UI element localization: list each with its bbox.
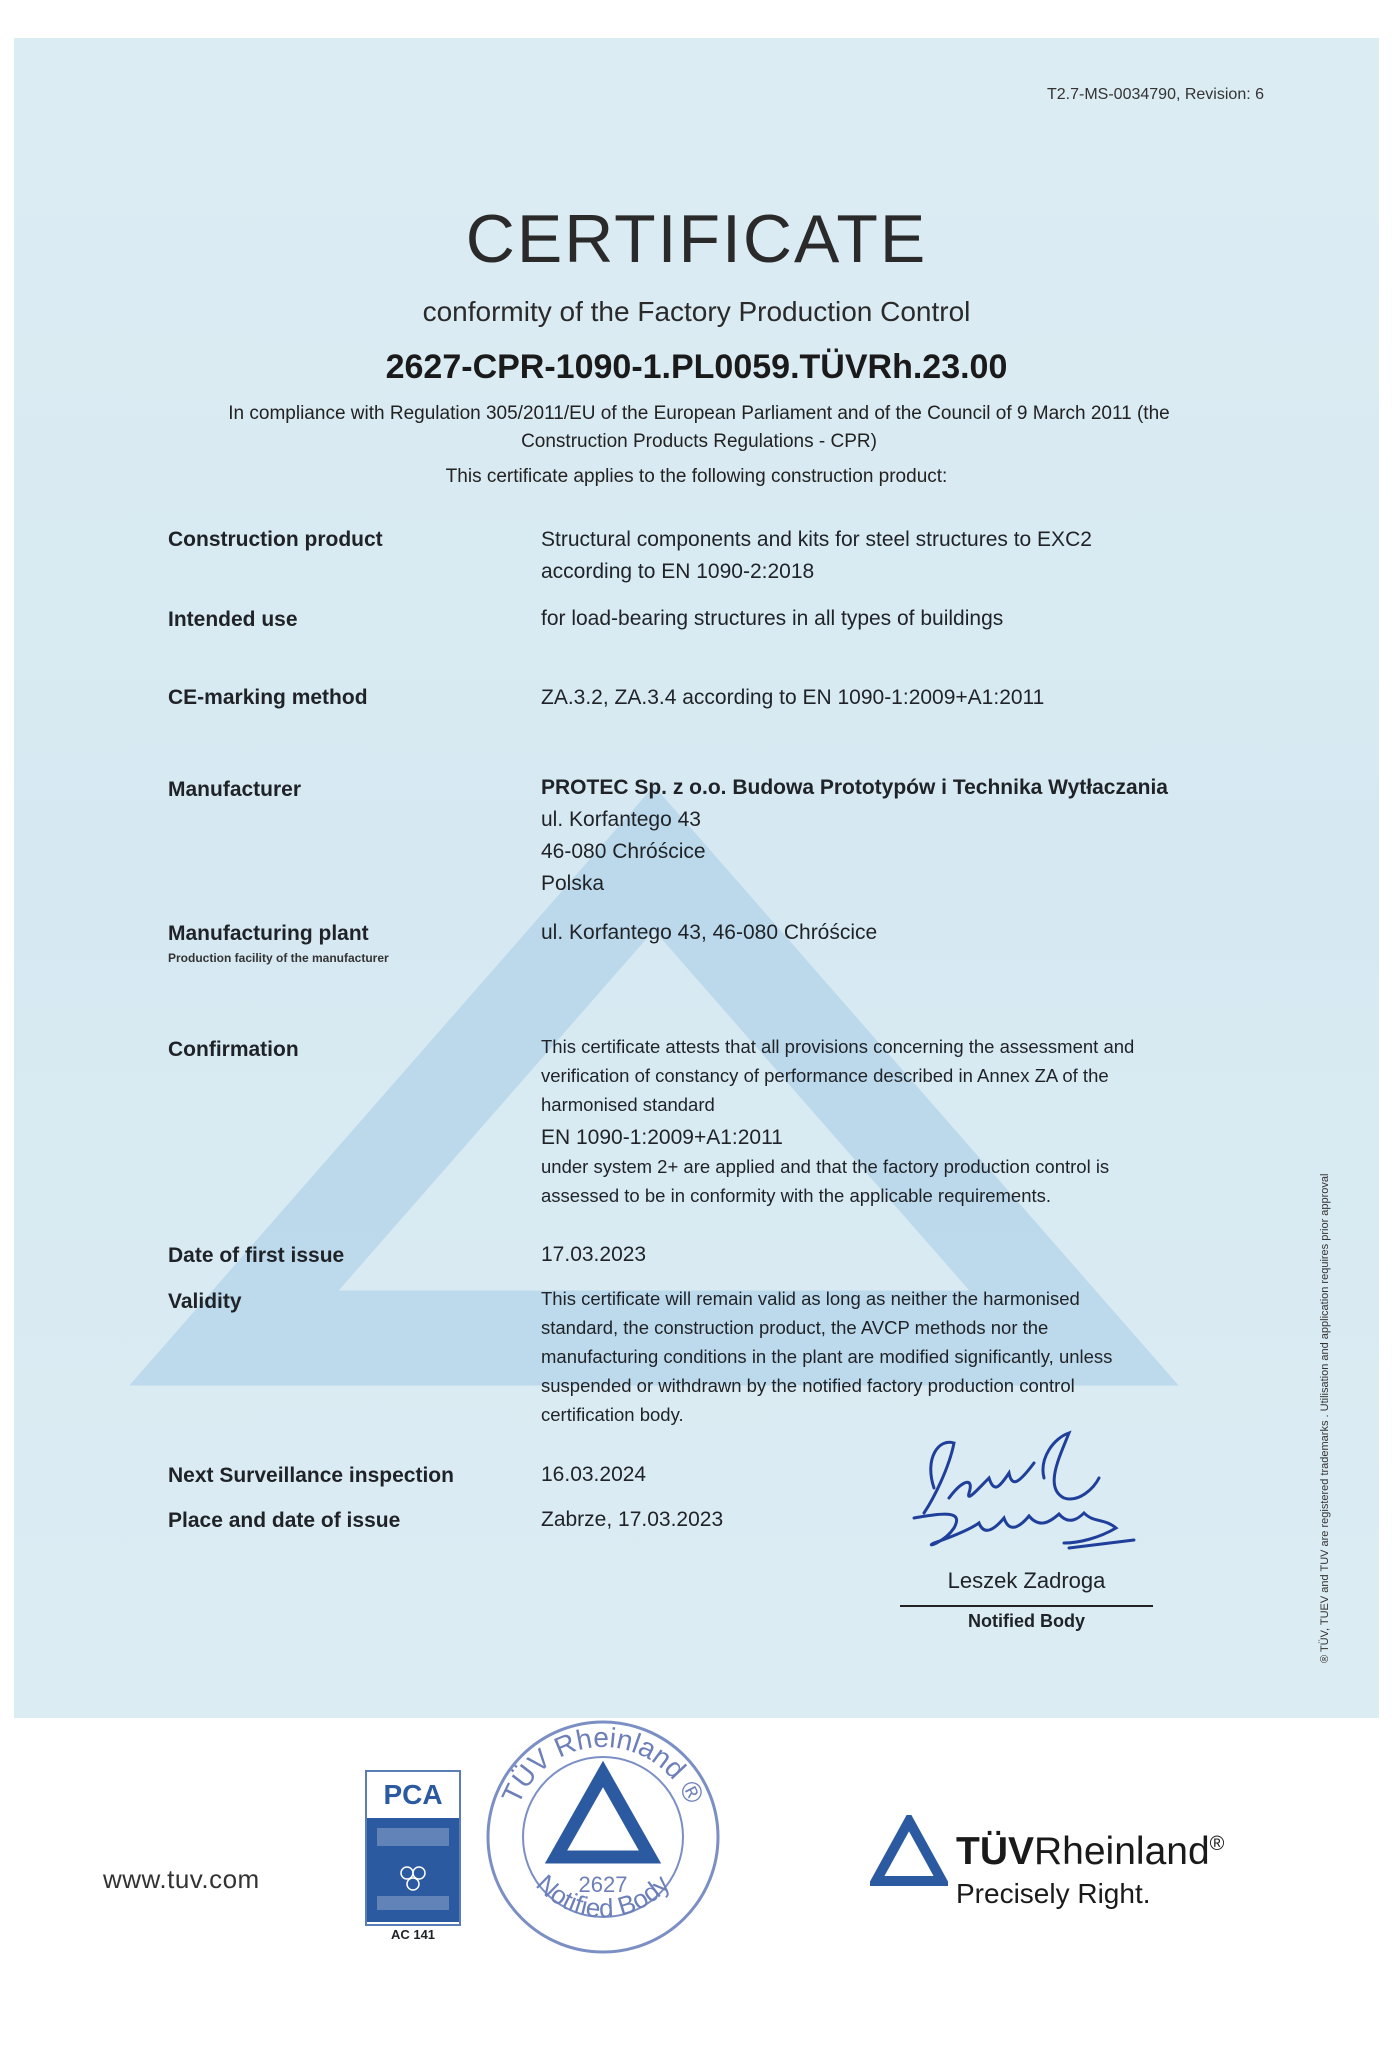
construction-product-label: Construction product (168, 528, 383, 551)
confirmation-line: under system 2+ are applied and that the factory production control is (541, 1156, 1110, 1177)
pca-logo-band (367, 1818, 459, 1922)
compliance-line: In compliance with Regulation 305/2011/EU of the European Parliament and of the Council of 9 March 2011 (the (228, 403, 1170, 424)
signatory-name: Leszek Zadroga (947, 1568, 1106, 1593)
manufacturer-city: 46-080 Chróścice (541, 840, 706, 863)
validity-label: Validity (168, 1290, 242, 1313)
next-inspection-label: Next Surveillance inspection (168, 1464, 454, 1487)
subtitle: conformity of the Factory Production Control (422, 296, 971, 327)
tuv-triangle-logo-icon (870, 1815, 948, 1887)
construction-product-value (541, 524, 1231, 588)
intended-use-value: for load-bearing structures in all types of buildings (541, 607, 1004, 630)
ce-marking-label: CE-marking method (168, 686, 368, 709)
seal-top-text: TÜV Rheinland ® (495, 1721, 711, 1809)
validity-value (541, 1284, 1231, 1429)
manufacturer-street: ul. Korfantego 43 (541, 808, 701, 831)
plant-value: ul. Korfantego 43, 46-080 Chróścice (541, 921, 878, 944)
applies-text: This certificate applies to the following construction product: (445, 466, 948, 487)
brand-tagline: Precisely Right. (956, 1878, 1151, 1909)
brand-rest: Rheinland (1034, 1830, 1210, 1873)
pca-logo-text: PCA (383, 1779, 443, 1810)
place-date-value: Zabrze, 17.03.2023 (541, 1508, 724, 1531)
intended-use-label: Intended use (168, 608, 298, 631)
confirmation-line: assessed to be in conformity with the applicable requirements. (541, 1185, 1052, 1206)
signature-line (900, 1605, 1153, 1607)
certificate-number: 2627-CPR-1090-1.PL0059.TÜVRh.23.00 (385, 348, 1008, 386)
ce-marking-value: ZA.3.2, ZA.3.4 according to EN 1090-1:2009+A1:2011 (541, 686, 1045, 709)
pca-accreditation-logo (365, 1770, 461, 1926)
validity-line: standard, the construction product, the AVCP methods nor the (541, 1317, 1049, 1338)
seal-bottom-text: Notified Body (530, 1868, 676, 1924)
confirmation-label: Confirmation (168, 1038, 299, 1061)
revision-number: T2.7-MS-0034790, Revision: 6 (1047, 86, 1264, 103)
manufacturer-label: Manufacturer (168, 778, 302, 801)
place-date-label: Place and date of issue (168, 1509, 401, 1532)
trademark-note: ® TÜV, TUEV and TUV are registered trademarks . Utilisation and application requires prior approval (1319, 1173, 1331, 1663)
seal-number: 2627 (578, 1872, 628, 1897)
brand-reg: ® (1209, 1833, 1225, 1855)
page-title: CERTIFICATE (465, 201, 928, 277)
confirmation-standard: EN 1090-1:2009+A1:2011 (541, 1126, 783, 1149)
pca-accreditation-number: AC 141 (390, 1927, 436, 1942)
value-line: according to EN 1090-2:2018 (541, 560, 815, 583)
validity-line: This certificate will remain valid as long as neither the harmonised (541, 1288, 1080, 1309)
pca-dots-icon (369, 1818, 457, 1918)
validity-line: suspended or withdrawn by the notified factory production control (541, 1375, 1075, 1396)
website-link[interactable]: www.tuv.com (103, 1864, 260, 1894)
plant-label: Manufacturing plant (168, 922, 369, 945)
next-inspection-value: 16.03.2024 (541, 1463, 647, 1486)
tuv-notified-body-seal (478, 1712, 728, 1962)
compliance-text (164, 400, 1234, 456)
certificate-sheet (14, 38, 1379, 1718)
confirmation-value (541, 1032, 1231, 1210)
value-line: Structural components and kits for steel structures to EXC2 (541, 528, 1092, 551)
compliance-line: Construction Products Regulations - CPR) (521, 431, 877, 452)
manufacturer-value (541, 772, 1231, 900)
tuv-rheinland-brand (956, 1830, 1224, 1874)
brand-bold: TÜV (956, 1830, 1034, 1873)
handwritten-signature (894, 1418, 1154, 1568)
validity-line: certification body. (541, 1404, 684, 1425)
first-issue-value: 17.03.2023 (541, 1243, 647, 1266)
manufacturer-country: Polska (541, 872, 605, 895)
confirmation-line: verification of constancy of performance described in Annex ZA of the (541, 1065, 1109, 1086)
confirmation-line: harmonised standard (541, 1094, 715, 1115)
validity-line: manufacturing conditions in the plant are modified significantly, unless (541, 1346, 1113, 1367)
first-issue-label: Date of first issue (168, 1244, 345, 1267)
signatory-role: Notified Body (968, 1611, 1085, 1631)
plant-sublabel: Production facility of the manufacturer (168, 951, 389, 965)
manufacturer-name: PROTEC Sp. z o.o. Budowa Prototypów i Technika Wytłaczania (541, 776, 1168, 799)
confirmation-line: This certificate attests that all provisions concerning the assessment and (541, 1036, 1135, 1057)
